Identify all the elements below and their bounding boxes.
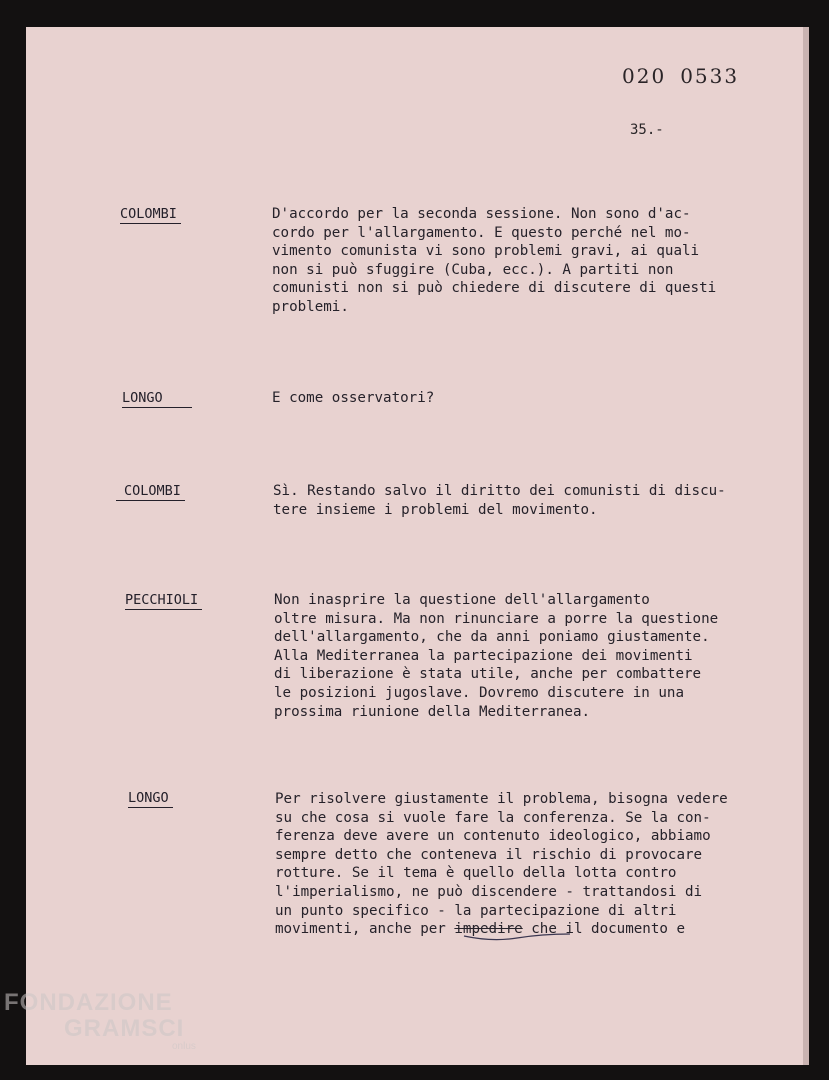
speaker-name: PECCHIOLI [125, 592, 202, 610]
archive-number-part1: 020 [622, 64, 667, 88]
speech-last-line-start: movimenti, anche per [275, 921, 455, 938]
watermark-line2: GRAMSCI [64, 1015, 185, 1042]
archive-number-part2: 0533 [680, 64, 740, 88]
speech-text: D'accordo per la seconda sessione. Non sono d'ac- cordo per l'allargamento. E questo perché nel mo- vimento comunista vi sono problemi gravi, ai quali non si può sfuggire (Cuba, ecc.). A partiti non comunisti non si può chiedere di discutere di questi problemi. [272, 206, 717, 315]
speech-text: Non inasprire la questione dell'allargamento oltre misura. Ma non rinunciare a porre la questione dell'allargamento, che da anni poniamo giustamente. Alla Mediterranea la partecipazione dei movimenti di liberazione è stata utile, anche per combattere le posizioni jugoslave. Dovremo discutere in una prossima riunione della Mediterranea. [274, 592, 719, 720]
page-number: 35.- [630, 122, 664, 138]
speaker-name: LONGO [128, 790, 173, 808]
speech-last-line-end: che il documento e [522, 921, 686, 938]
archive-number [622, 64, 739, 88]
speaker-name: LONGO [122, 390, 192, 408]
speech-text: Sì. Restando salvo il diritto dei comunisti di discu- tere insieme i problemi del movimento. [273, 483, 726, 518]
struck-word: impedire [454, 921, 523, 938]
watermark-line1: FONDAZIONE [4, 989, 173, 1016]
speech-text-body: Per risolvere giustamente il problema, bisogna vedere su che cosa si vuole fare la conferenza. Se la con- ferenza deve avere un contenuto ideologico, abbiamo sempre detto che conteneva il rischio di provocare rotture. Se il tema è quello della lotta contro l'imperialismo, ne può discendere - trattandosi di un punto specifico - la partecipazione di altri [275, 791, 728, 919]
speaker-name: COLOMBI [120, 206, 181, 224]
page-edge [803, 27, 809, 1065]
speaker-name: COLOMBI [116, 483, 185, 501]
foundation-watermark-logo [4, 990, 196, 1052]
speech-text [275, 790, 785, 939]
watermark-line3: onlus [172, 1041, 196, 1052]
handwritten-pen-mark [462, 928, 572, 944]
speech-text: E come osservatori? [272, 390, 435, 406]
